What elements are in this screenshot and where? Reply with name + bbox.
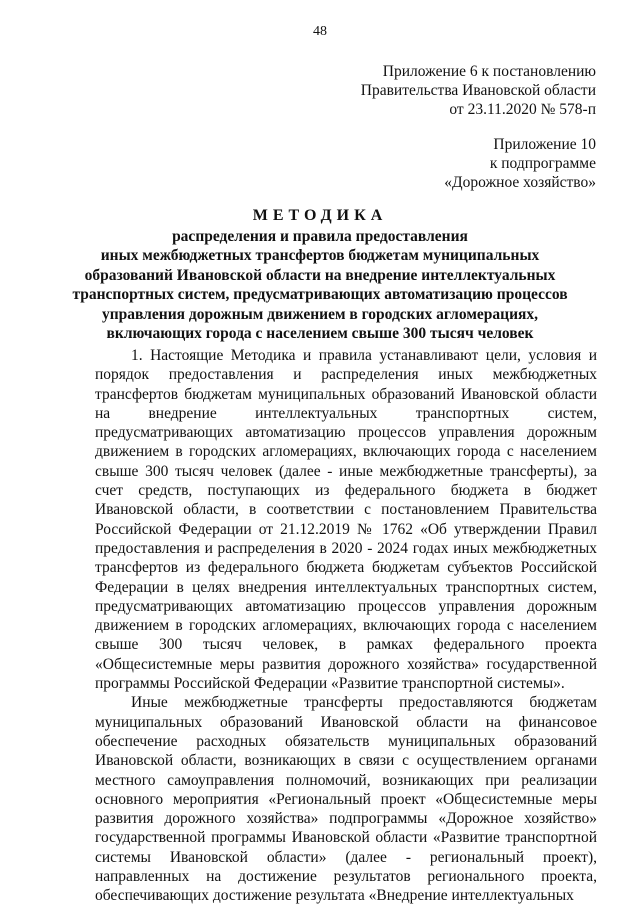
appendix-reference-resolution: [361, 62, 596, 119]
title-line: транспортных систем, предусматривающих автоматизацию процессов: [72, 286, 568, 303]
appendix-line: «Дорожное хозяйство»: [444, 174, 596, 191]
paragraph: Иные межбюджетные трансферты предоставляются бюджетам муниципальных образований Ивановской области на финансовое обеспечение расходных обязательств муниципальных образований Ивановской области, возникающих в связи с осуществлением органами местного самоуправления полномочий, возникающих при реализации основного мероприятия «Региональный проект «Общесистемные меры развития дорожного хозяйства» подпрограммы «Дорожное хозяйство» государственной программы Ивановской области «Развитие транспортной системы Ивановской области» (далее - региональный проект), направленных на достижение результатов регионального проекта, обеспечивающих достижение результата «Внедрение интеллектуальных: [95, 694, 597, 905]
document-title: [0, 206, 640, 344]
page-number: 48: [313, 24, 327, 39]
appendix-line: от 23.11.2020 № 578-п: [449, 101, 596, 118]
paragraph: 1. Настоящие Методика и правила устанавливают цели, условия и порядок предоставления и распределения иных межбюджетных трансфертов бюджетам муниципальных образований Ивановской области на внедрение интеллектуальных транспортных систем, предусматривающих автоматизацию процессов управления дорожным движением в городских агломерациях, включающих города с населением свыше 300 тысяч человек (далее - иные межбюджетные трансферты), за счет средств, поступающих из федерального бюджета в бюджет Ивановской области, в соответствии с постановлением Правительства Российской Федерации от 21.12.2019 № 1762 «Об утверждении Правил предоставления и распределения в 2020 - 2024 годах иных межбюджетных трансфертов из федерального бюджета бюджетам субъектов Российской Федерации в целях внедрения интеллектуальных транспортных систем, предусматривающих автоматизацию процессов управления дорожным движением в городских агломерациях, включающих города с населением свыше 300 тысяч человек, в рамках федерального проекта «Общесистемные меры развития дорожного хозяйства» государственной программы Российской Федерации «Развитие транспортной системы».: [95, 347, 597, 693]
title-line: включающих города с населением свыше 300 тысяч человек: [106, 325, 534, 342]
body-text: [95, 346, 597, 906]
title-line: распределения и правила предоставления: [172, 227, 468, 245]
title-line: иных межбюджетных трансфертов бюджетам муниципальных: [100, 247, 540, 264]
appendix-line: Приложение 6 к постановлению: [382, 63, 596, 80]
appendix-line: к подпрограмме: [489, 155, 596, 172]
title-line: образований Ивановской области на внедрение интеллектуальных: [84, 266, 556, 284]
appendix-reference-subprogram: [444, 135, 596, 192]
appendix-line: Правительства Ивановской области: [360, 82, 596, 99]
title-line: управления дорожным движением в городских агломерациях,: [101, 305, 539, 323]
appendix-line: Приложение 10: [493, 136, 596, 153]
title-heading: МЕТОДИКА: [252, 207, 388, 224]
